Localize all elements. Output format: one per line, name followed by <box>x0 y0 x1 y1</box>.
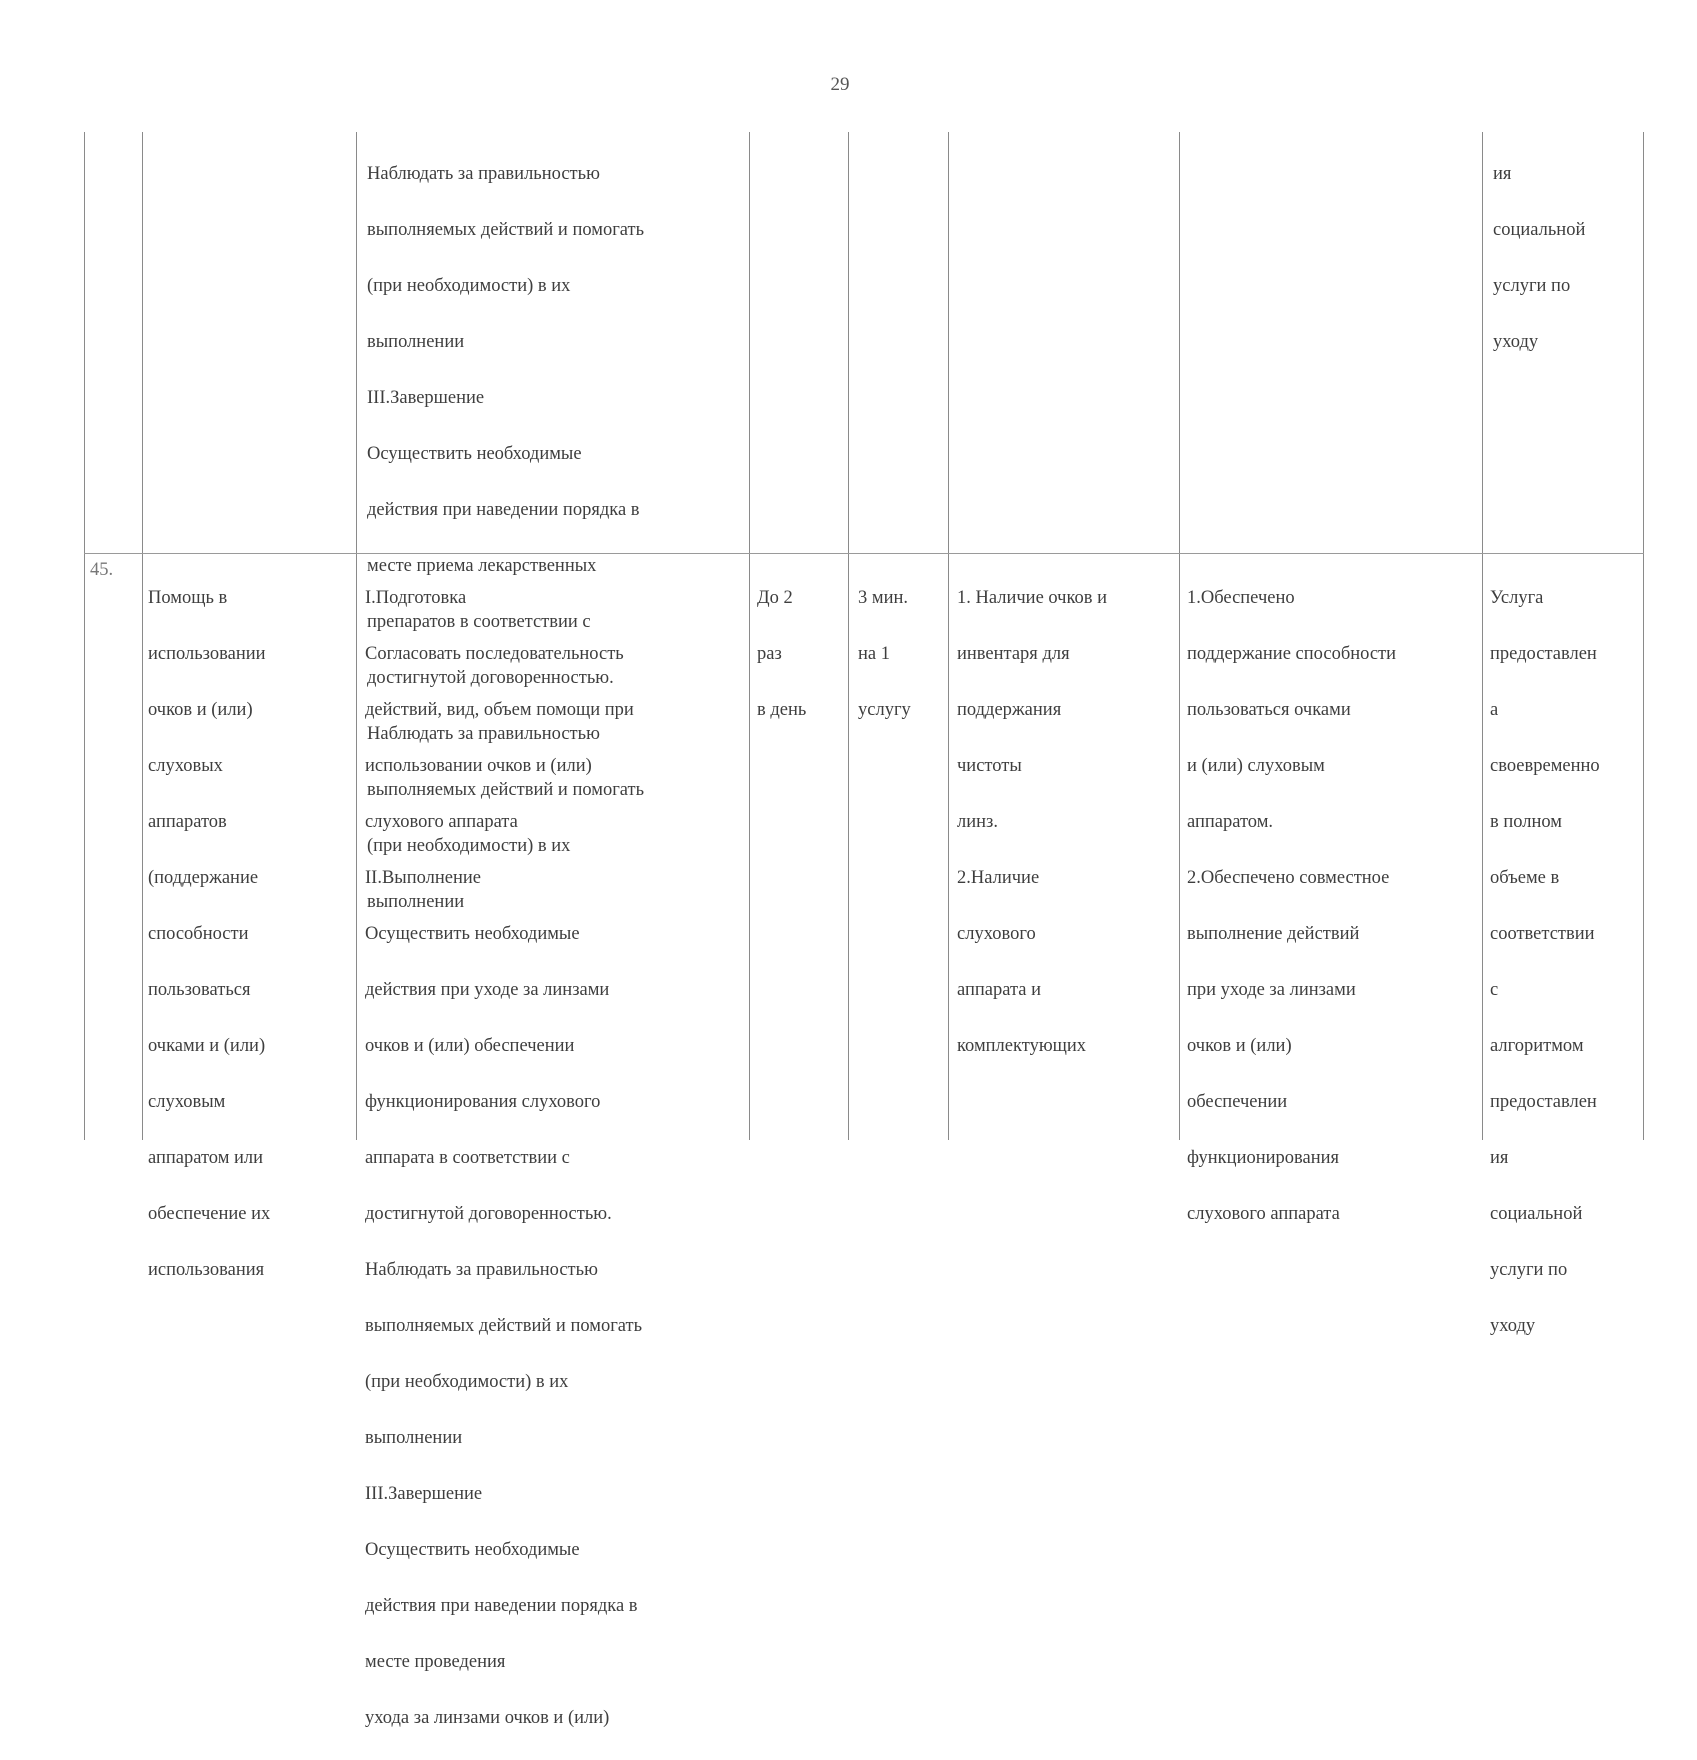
text-line: выполнении <box>365 1428 463 1448</box>
text-line: III.Завершение <box>365 1484 483 1504</box>
text-line: действия при наведении порядка в <box>365 1596 638 1616</box>
text-line: слуховых <box>148 756 223 776</box>
service-name-cell <box>148 556 348 1312</box>
text-line: Наблюдать за правильностью <box>367 164 600 184</box>
text-line: социальной <box>1490 1204 1583 1224</box>
text-line: Помощь в <box>148 588 228 608</box>
text-line: Услуга <box>1490 588 1544 608</box>
text-line: пользоваться <box>148 980 251 1000</box>
text-line: линз. <box>957 812 998 832</box>
result-cell <box>1187 556 1472 1256</box>
text-line: До 2 <box>757 588 793 608</box>
text-line: выполняемых действий и помогать <box>367 780 645 800</box>
text-line: услугу <box>858 700 911 720</box>
text-line: услуги по <box>1493 276 1571 296</box>
text-line: 2.Обеспечено совместное <box>1187 868 1390 888</box>
text-line: инвентаря для <box>957 644 1070 664</box>
text-line: услуги по <box>1490 1260 1568 1280</box>
text-line: аппаратом. <box>1187 812 1274 832</box>
text-line: предоставлен <box>1490 644 1597 664</box>
text-line: 2.Наличие <box>957 868 1040 888</box>
text-line: уходу <box>1493 332 1539 352</box>
text-line: очков и (или) <box>1187 1036 1292 1056</box>
text-line: слуховым <box>148 1092 226 1112</box>
evaluation-cell <box>1490 556 1636 1368</box>
text-line: комплектующих <box>957 1036 1087 1056</box>
text-line: достигнутой договоренностью. <box>367 668 614 688</box>
text-line: 1. Наличие очков и <box>957 588 1108 608</box>
text-line: месте проведения <box>365 1652 506 1672</box>
text-line: достигнутой договоренностью. <box>365 1204 612 1224</box>
text-line: (при необходимости) в их <box>367 276 571 296</box>
row-divider <box>84 553 1644 554</box>
text-line: на 1 <box>858 644 890 664</box>
text-line: I.Подготовка <box>365 588 467 608</box>
steps-cell <box>365 556 735 1760</box>
text-line: использования <box>148 1260 265 1280</box>
text-line: действия при наведении порядка в <box>367 500 640 520</box>
text-line: поддержание способности <box>1187 644 1397 664</box>
table-border <box>1482 132 1483 1140</box>
text-line: в день <box>757 700 807 720</box>
table-border <box>948 132 949 1140</box>
text-line: а <box>1490 700 1499 720</box>
text-line: функционирования <box>1187 1148 1340 1168</box>
text-line: соответствии <box>1490 924 1595 944</box>
text-line: действий, вид, объем помощи при <box>365 700 634 720</box>
table-border <box>142 132 143 1140</box>
text-line: выполнение действий <box>1187 924 1360 944</box>
text-line: 1.Обеспечено <box>1187 588 1295 608</box>
text-line: аппарата в соответствии с <box>365 1148 570 1168</box>
text-line: использовании очков и (или) <box>365 756 592 776</box>
text-line: обеспечении <box>1187 1092 1288 1112</box>
text-line: ия <box>1493 164 1512 184</box>
table-border <box>84 132 85 1140</box>
text-line: слухового <box>957 924 1036 944</box>
table-border <box>749 132 750 1140</box>
text-line: способности <box>148 924 249 944</box>
table-border <box>1643 132 1644 1140</box>
text-line: объеме в <box>1490 868 1560 888</box>
text-line: Наблюдать за правильностью <box>365 1260 598 1280</box>
text-line: Наблюдать за правильностью <box>367 724 600 744</box>
text-line: выполняемых действий и помогать <box>365 1316 643 1336</box>
text-line: Осуществить необходимые <box>367 444 582 464</box>
text-line: очков и (или) <box>148 700 253 720</box>
text-line: выполнении <box>367 332 465 352</box>
text-line: чистоты <box>957 756 1022 776</box>
text-line: очками и (или) <box>148 1036 266 1056</box>
text-line: социальной <box>1493 220 1586 240</box>
text-line: своевременно <box>1490 756 1600 776</box>
text-line: (поддержание <box>148 868 259 888</box>
text-line: алгоритмом <box>1490 1036 1584 1056</box>
text-line: (при необходимости) в их <box>367 836 571 856</box>
table-border <box>848 132 849 1140</box>
text-line: аппаратом или <box>148 1148 264 1168</box>
text-line: пользоваться очками <box>1187 700 1351 720</box>
text-line: Согласовать последовательность <box>365 644 624 664</box>
duration-cell <box>858 556 940 752</box>
text-line: месте приема лекарственных <box>367 556 597 576</box>
text-line: Осуществить необходимые <box>365 1540 580 1560</box>
evaluation-cell-continued <box>1493 132 1633 384</box>
row-number: 45. <box>90 560 114 580</box>
text-line: 3 мин. <box>858 588 909 608</box>
table-border <box>1179 132 1180 1140</box>
text-line: Осуществить необходимые <box>365 924 580 944</box>
text-line: III.Завершение <box>367 388 485 408</box>
text-line: предоставлен <box>1490 1092 1597 1112</box>
text-line: слухового аппарата <box>365 812 518 832</box>
text-line: слухового аппарата <box>1187 1204 1340 1224</box>
conditions-cell <box>957 556 1169 1088</box>
text-line: аппаратов <box>148 812 227 832</box>
text-line: II.Выполнение <box>365 868 481 888</box>
text-line: действия при уходе за линзами <box>365 980 610 1000</box>
table-border <box>356 132 357 1140</box>
text-line: обеспечение их <box>148 1204 271 1224</box>
text-line: с <box>1490 980 1499 1000</box>
text-line: поддержания <box>957 700 1062 720</box>
text-line: раз <box>757 644 782 664</box>
text-line: (при необходимости) в их <box>365 1372 569 1392</box>
text-line: аппарата и <box>957 980 1042 1000</box>
page-number: 29 <box>830 74 850 95</box>
text-line: в полном <box>1490 812 1563 832</box>
text-line: выполняемых действий и помогать <box>367 220 645 240</box>
text-line: уходу <box>1490 1316 1536 1336</box>
text-line: и (или) слуховым <box>1187 756 1325 776</box>
frequency-cell <box>757 556 841 752</box>
text-line: ия <box>1490 1148 1509 1168</box>
text-line: использовании <box>148 644 266 664</box>
text-line: функционирования слухового <box>365 1092 601 1112</box>
text-line: препаратов в соответствии с <box>367 612 591 632</box>
text-line: выполнении <box>367 892 465 912</box>
text-line: ухода за линзами очков и (или) <box>365 1708 610 1728</box>
text-line: очков и (или) обеспечении <box>365 1036 575 1056</box>
text-line: при уходе за линзами <box>1187 980 1356 1000</box>
